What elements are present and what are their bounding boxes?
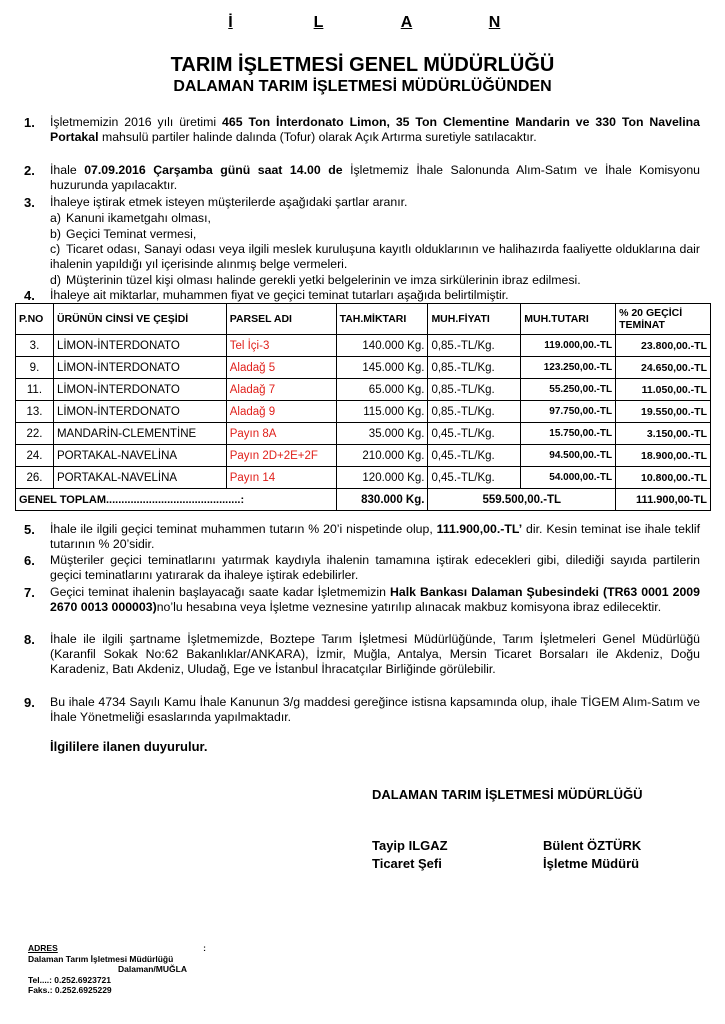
clause-text: İhale ile ilgili şartname İşletmemizde, Boztepe Tarım İşletmesi Müdürlüğünde, Tarım İşletmeleri Genel Müdürlüğü (Karanfil Sokak No:62 Bakanlıklar/ANKARA), İzmir, Muğla, Antalya, Mersin Ticaret Borsaları ile Akdeniz, Doğu Karadeniz, Batı Akdeniz, Uludağ, Ege ve İstanbul İhracatçılar Birliğinde görülebilir. — [50, 632, 700, 676]
condition-c — [50, 242, 700, 272]
lot-number-cell: 3. — [16, 335, 54, 357]
lot-number-cell: 11. — [16, 379, 54, 401]
condition-text: Ticaret odası, Sanayi odası veya ilgili meslek kuruluşuna kayıtlı olduklarının ve halihazırda faaliyette olduklarına dair ihalenin yapıldığı yıl içerisinde alınmış belge vermeleri. — [50, 242, 700, 271]
clause-6 — [24, 553, 700, 583]
table-row — [16, 467, 711, 489]
table-row — [16, 357, 711, 379]
address-label: ADRES — [28, 943, 58, 953]
parcel-cell: Aladağ 5 — [226, 357, 336, 379]
parcel-cell: Tel İçi-3 — [226, 335, 336, 357]
price-cell: 0,45.-TL/Kg. — [428, 445, 521, 467]
column-header: % 20 GEÇİCİ TEMİNAT — [616, 304, 711, 335]
product-cell: LİMON-İNTERDONATO — [53, 357, 226, 379]
fax-number: Faks.: 0.252.6925229 — [28, 985, 112, 995]
deposit-cell: 18.900,00.-TL — [616, 445, 711, 467]
total-deposit: 111.900,00-TL — [616, 489, 711, 511]
clause-bold-text: 465 Ton İnterdonato Limon, 35 Ton Clementine Mandarin ve 330 Ton Navelina Portakal — [50, 115, 700, 144]
clause-text: İşletmemiz İhale Salonunda Alım-Satım ve İhale Komisyonu huzurunda yapılacaktır. — [50, 163, 700, 192]
address-line: Dalaman Tarım İşletmesi Müdürlüğü — [28, 954, 174, 964]
parcel-cell: Payın 14 — [226, 467, 336, 489]
clause-text: Bu ihale 4734 Sayılı Kamu İhale Kanunun 3/g maddesi gereğince istisna kapsamında olup, ihale TİGEM Alım-Satım ve İhale Yönetmeliği esaslarında yapılmaktadır. — [50, 695, 700, 724]
clause-9 — [24, 695, 700, 725]
price-cell: 0,85.-TL/Kg. — [428, 401, 521, 423]
clause-number: 6. — [24, 553, 35, 568]
quantity-cell: 145.000 Kg. — [336, 357, 428, 379]
parcel-cell: Aladağ 9 — [226, 401, 336, 423]
table-row — [16, 335, 711, 357]
condition-text: Kanuni ikametgahı olması, — [66, 211, 211, 225]
total-label: GENEL TOPLAM............................................: — [16, 489, 337, 511]
clause-number: 1. — [24, 115, 35, 130]
quantity-cell: 140.000 Kg. — [336, 335, 428, 357]
clause-number: 8. — [24, 632, 35, 647]
deposit-cell: 19.550,00.-TL — [616, 401, 711, 423]
clause-text: İhaleye iştirak etmek isteyen müşterilerde aşağıdaki şartlar aranır. — [50, 195, 408, 209]
clause-text: İşletmemizin 2016 yılı üretimi — [50, 115, 223, 129]
total-quantity: 830.000 Kg. — [336, 489, 428, 511]
amount-cell: 97.750,00.-TL — [521, 401, 616, 423]
deposit-cell: 10.800,00.-TL — [616, 467, 711, 489]
table-total-row — [16, 489, 711, 511]
clause-4 — [24, 288, 700, 303]
closing-text: İlgililere ilanen duyurulur. — [50, 739, 208, 754]
clause-bold-text: 07.09.2016 Çarşamba günü saat 14.00 de — [84, 163, 343, 177]
product-cell: MANDARİN-CLEMENTİNE — [53, 423, 226, 445]
quantity-cell: 115.000 Kg. — [336, 401, 428, 423]
column-header: PARSEL ADI — [226, 304, 336, 335]
clause-text: no’lu hesabına veya İşletme veznesine yatırılıp alınacak makbuz komisyona ibraz edilecektir. — [156, 600, 662, 614]
condition-text: Geçici Teminat vermesi, — [66, 227, 197, 241]
quantity-cell: 120.000 Kg. — [336, 467, 428, 489]
clause-text: Geçici teminat ihalenin başlayacağı saate kadar İşletmemizin — [50, 585, 390, 599]
signatory-title: İşletme Müdürü — [543, 856, 640, 871]
price-cell: 0,85.-TL/Kg. — [428, 335, 521, 357]
ilan-letter: İ — [228, 14, 233, 31]
lot-number-cell: 24. — [16, 445, 54, 467]
clause-text: İhaleye ait miktarlar, muhammen fiyat ve geçici teminat tutarları aşağıda belirtilmiştir. — [50, 288, 509, 302]
column-header: P.NO — [16, 304, 54, 335]
clause-3 — [24, 195, 700, 210]
quantity-cell: 35.000 Kg. — [336, 423, 428, 445]
signatory-name: Bülent ÖZTÜRK — [543, 838, 642, 853]
clause-text: mahsulü partiler halinde dalında (Tofur) olarak Açık Artırma suretiyle satılacaktır. — [98, 130, 537, 144]
table-row — [16, 445, 711, 467]
product-cell: LİMON-İNTERDONATO — [53, 379, 226, 401]
amount-cell: 94.500,00.-TL — [521, 445, 616, 467]
ilan-letter: N — [488, 14, 501, 31]
clause-number: 7. — [24, 585, 35, 600]
clause-bold-text: 111.900,00.-TL’ — [436, 522, 523, 536]
condition-letter: b) — [50, 227, 61, 241]
lot-number-cell: 9. — [16, 357, 54, 379]
column-header: MUH.FİYATI — [428, 304, 521, 335]
product-cell: LİMON-İNTERDONATO — [53, 335, 226, 357]
signatory-name: Tayip ILGAZ — [372, 838, 448, 853]
condition-letter: d) — [50, 273, 61, 287]
address-colon: : — [203, 943, 206, 953]
clause-1 — [24, 115, 700, 145]
clause-text: İhale ile ilgili geçici teminat muhammen tutarın % 20’i nispetinde olup, — [50, 522, 437, 536]
clause-bold-text: Halk Bankası Dalaman Şubesindeki (TR63 0001 2009 2670 0013 000003) — [50, 585, 700, 614]
signatory-title: Ticaret Şefi — [372, 856, 442, 871]
clause-5 — [24, 522, 700, 552]
product-cell: PORTAKAL-NAVELİNA — [53, 467, 226, 489]
price-cell: 0,45.-TL/Kg. — [428, 423, 521, 445]
column-header: ÜRÜNÜN CİNSİ VE ÇEŞİDİ — [53, 304, 226, 335]
clause-text: İhale — [50, 163, 85, 177]
address-line: Dalaman/MUĞLA — [118, 964, 187, 974]
amount-cell: 15.750,00.-TL — [521, 423, 616, 445]
condition-a — [50, 211, 700, 226]
amount-cell: 55.250,00.-TL — [521, 379, 616, 401]
price-cell: 0,85.-TL/Kg. — [428, 357, 521, 379]
condition-d — [50, 273, 700, 288]
lot-number-cell: 26. — [16, 467, 54, 489]
product-cell: LİMON-İNTERDONATO — [53, 401, 226, 423]
column-header: MUH.TUTARI — [521, 304, 616, 335]
column-header: TAH.MİKTARI — [336, 304, 428, 335]
clause-number: 5. — [24, 522, 35, 537]
address-label-row — [28, 943, 206, 953]
table-row — [16, 401, 711, 423]
lot-number-cell: 22. — [16, 423, 54, 445]
page-subtitle: DALAMAN TARIM İŞLETMESİ MÜDÜRLÜĞÜNDEN — [173, 78, 552, 95]
page-title: TARIM İŞLETMESİ GENEL MÜDÜRLÜĞÜ — [170, 54, 555, 76]
phone-number: Tel....: 0.252.6923721 — [28, 975, 112, 985]
auction-table — [15, 303, 711, 511]
condition-letter: c) — [50, 242, 61, 256]
table-row — [16, 423, 711, 445]
product-cell: PORTAKAL-NAVELİNA — [53, 445, 226, 467]
condition-letter: a) — [50, 211, 61, 225]
amount-cell: 123.250,00.-TL — [521, 357, 616, 379]
amount-cell: 54.000,00.-TL — [521, 467, 616, 489]
clause-8 — [24, 632, 700, 677]
ilan-heading — [0, 14, 725, 32]
parcel-cell: Payın 8A — [226, 423, 336, 445]
deposit-cell: 23.800,00.-TL — [616, 335, 711, 357]
signature-org: DALAMAN TARIM İŞLETMESİ MÜDÜRLÜĞÜ — [372, 787, 643, 802]
ilan-letter: L — [313, 14, 324, 31]
deposit-cell: 3.150,00.-TL — [616, 423, 711, 445]
deposit-cell: 11.050,00.-TL — [616, 379, 711, 401]
ilan-letter: A — [400, 14, 413, 31]
amount-cell: 119.000,00.-TL — [521, 335, 616, 357]
quantity-cell: 210.000 Kg. — [336, 445, 428, 467]
parcel-cell: Aladağ 7 — [226, 379, 336, 401]
lot-number-cell: 13. — [16, 401, 54, 423]
clause-text: dir. Kesin teminat ise ihale teklif tutarının % 20’sidir. — [50, 522, 700, 551]
clause-2 — [24, 163, 700, 193]
price-cell: 0,45.-TL/Kg. — [428, 467, 521, 489]
quantity-cell: 65.000 Kg. — [336, 379, 428, 401]
clause-number: 4. — [24, 288, 35, 303]
condition-text: Müşterinin tüzel kişi olması halinde gerekli yetki belgelerinin ve imza sirkülerinin ibraz edilmesi. — [66, 273, 581, 287]
clause-7 — [24, 585, 700, 615]
condition-b — [50, 227, 700, 242]
price-cell: 0,85.-TL/Kg. — [428, 379, 521, 401]
clause-text: Müşteriler geçici teminatlarını yatırmak kaydıyla ihalenin tamamına iştirak edecekleri gibi, dilediği sayıda partilerin geçici teminatlarını yatırarak da ihaleye iştirak edebilirler. — [50, 553, 700, 582]
table-header-row — [16, 304, 711, 335]
table-row — [16, 379, 711, 401]
clause-number: 9. — [24, 695, 35, 710]
clause-number: 3. — [24, 195, 35, 210]
clause-number: 2. — [24, 163, 35, 178]
parcel-cell: Payın 2D+2E+2F — [226, 445, 336, 467]
deposit-cell: 24.650,00.-TL — [616, 357, 711, 379]
total-amount: 559.500,00.-TL — [428, 489, 616, 511]
